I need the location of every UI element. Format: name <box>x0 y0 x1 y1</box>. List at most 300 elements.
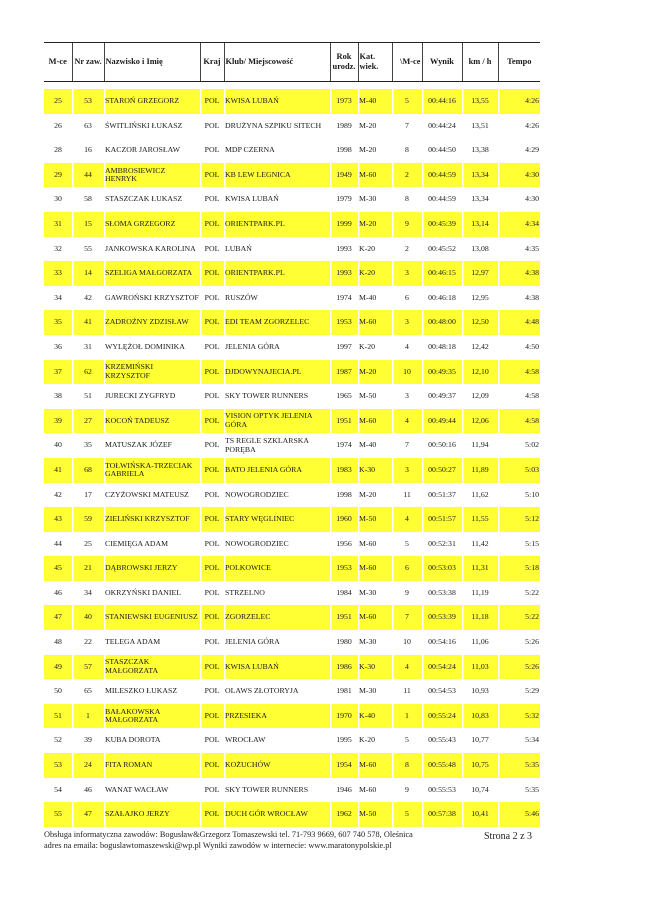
cell-country: POL <box>204 489 220 499</box>
cell-category-place: 3 <box>405 391 409 401</box>
cell-bib: 53 <box>72 89 104 114</box>
cell-speed: 12,06 <box>462 409 498 434</box>
cell-category-place: 3 <box>392 458 422 483</box>
cell-category: K-20 <box>359 243 376 253</box>
table-row <box>44 409 540 434</box>
cell-category: M-20 <box>358 360 392 385</box>
cell-result: 00:44:24 <box>428 120 456 130</box>
cell-name: GAWROŃSKI KRZYSZTOF <box>105 292 199 302</box>
cell-result: 00:49:44 <box>422 409 462 434</box>
table-row <box>44 630 540 655</box>
cell-place: 46 <box>54 587 62 597</box>
cell-name: STASZCZAK ŁUKASZ <box>105 194 183 204</box>
cell-year: 1999 <box>330 212 358 237</box>
cell-result: 00:44:50 <box>428 145 456 155</box>
cell-name: BAŁAKOWSKA MAŁGORZATA <box>104 704 200 729</box>
cell-category-place: 11 <box>403 686 411 696</box>
cell-pace: 4:38 <box>525 292 539 302</box>
cell-club: JELENIA GÓRA <box>225 341 280 351</box>
cell-name: TOŁWIŃSKA-TRZECIAK GABRIELA <box>104 458 200 483</box>
cell-pace: 4:38 <box>498 261 540 286</box>
cell-result: 00:44:59 <box>428 194 456 204</box>
cell-club: SKY TOWER RUNNERS <box>225 391 309 401</box>
table-row <box>44 802 540 827</box>
cell-place: 36 <box>54 341 62 351</box>
cell-speed: 11,18 <box>462 605 498 630</box>
cell-category-place: 6 <box>405 292 409 302</box>
cell-name: MATUSZAK JÓZEF <box>105 440 172 450</box>
table-header-row <box>44 43 540 82</box>
cell-club: KB LEW LEGNICA <box>224 163 330 188</box>
cell-bib: 16 <box>84 145 92 155</box>
cell-category-place: 5 <box>392 89 422 114</box>
cell-pace: 4:30 <box>525 194 539 204</box>
cell-place: 42 <box>54 489 62 499</box>
cell-speed: 12,09 <box>471 391 489 401</box>
cell-name: KUBA DOROTA <box>105 735 161 745</box>
table-row <box>44 483 540 508</box>
cell-bib: 41 <box>72 310 104 335</box>
cell-country: POL <box>200 507 224 532</box>
cell-category: M-40 <box>359 440 377 450</box>
cell-result: 00:53:39 <box>422 605 462 630</box>
cell-country: POL <box>204 391 220 401</box>
cell-speed: 13,14 <box>462 212 498 237</box>
cell-category: M-30 <box>359 686 377 696</box>
cell-category-place: 4 <box>392 507 422 532</box>
cell-place: 39 <box>44 409 72 434</box>
cell-bib: 21 <box>72 556 104 581</box>
cell-category-place: 5 <box>405 735 409 745</box>
cell-place: 41 <box>44 458 72 483</box>
cell-place: 53 <box>44 753 72 778</box>
cell-bib: 24 <box>72 753 104 778</box>
table-row <box>44 138 540 163</box>
cell-name: KOCOŃ TADEUSZ <box>104 409 200 434</box>
header-pace: Tempo <box>498 43 540 82</box>
cell-bib: 34 <box>84 587 92 597</box>
cell-result: 00:53:03 <box>422 556 462 581</box>
cell-bib: 35 <box>84 440 92 450</box>
cell-category: M-30 <box>359 194 377 204</box>
cell-category-place: 2 <box>392 163 422 188</box>
cell-place: 28 <box>54 145 62 155</box>
cell-country: POL <box>200 605 224 630</box>
cell-year: 1970 <box>330 704 358 729</box>
cell-speed: 12,97 <box>462 261 498 286</box>
cell-country: POL <box>204 735 220 745</box>
cell-country: POL <box>200 310 224 335</box>
cell-country: POL <box>200 655 224 680</box>
cell-speed: 13,55 <box>462 89 498 114</box>
cell-result: 00:45:52 <box>428 243 456 253</box>
cell-result: 00:55:43 <box>428 735 456 745</box>
cell-category-place: 4 <box>392 409 422 434</box>
cell-category-place: 7 <box>405 120 409 130</box>
cell-bib: 47 <box>72 802 104 827</box>
cell-category: M-60 <box>358 556 392 581</box>
cell-place: 38 <box>54 391 62 401</box>
cell-category: M-20 <box>359 120 377 130</box>
cell-year: 1965 <box>336 391 352 401</box>
cell-country: POL <box>204 120 220 130</box>
header-spacer <box>44 82 540 90</box>
cell-speed: 11,62 <box>471 489 489 499</box>
cell-category: M-20 <box>359 145 377 155</box>
cell-category-place: 10 <box>392 360 422 385</box>
cell-club: KWISA LUBAŃ <box>224 89 330 114</box>
cell-year: 1997 <box>336 341 352 351</box>
cell-name: STASZCZAK MAŁGORZATA <box>104 655 200 680</box>
cell-speed: 10,74 <box>471 784 489 794</box>
cell-place: 33 <box>44 261 72 286</box>
cell-category-place: 9 <box>405 587 409 597</box>
cell-club: POLKOWICE <box>224 556 330 581</box>
cell-pace: 4:58 <box>498 409 540 434</box>
cell-speed: 11,03 <box>462 655 498 680</box>
cell-category: M-60 <box>358 753 392 778</box>
cell-bib: 1 <box>72 704 104 729</box>
cell-place: 34 <box>54 292 62 302</box>
cell-name: SZAŁAJKO JERZY <box>104 802 200 827</box>
cell-year: 1951 <box>330 605 358 630</box>
cell-speed: 10,41 <box>462 802 498 827</box>
cell-category: M-20 <box>358 212 392 237</box>
cell-club: BATO JELENIA GÓRA <box>224 458 330 483</box>
cell-place: 52 <box>54 735 62 745</box>
cell-speed: 13,34 <box>471 194 489 204</box>
cell-country: POL <box>204 194 220 204</box>
cell-year: 1987 <box>330 360 358 385</box>
cell-bib: 68 <box>72 458 104 483</box>
cell-name: CIEMIĘGA ADAM <box>105 538 169 548</box>
cell-club: PRZESIEKA <box>224 704 330 729</box>
cell-category: K-20 <box>358 261 392 286</box>
cell-place: 50 <box>54 686 62 696</box>
cell-result: 00:55:53 <box>428 784 456 794</box>
header-category-place: \M-ce <box>392 43 422 82</box>
cell-country: POL <box>200 360 224 385</box>
cell-country: POL <box>200 89 224 114</box>
cell-result: 00:51:57 <box>422 507 462 532</box>
cell-pace: 5:35 <box>525 784 539 794</box>
cell-year: 1962 <box>330 802 358 827</box>
cell-bib: 63 <box>84 120 92 130</box>
cell-year: 1974 <box>336 440 352 450</box>
cell-result: 00:53:38 <box>428 587 456 597</box>
cell-bib: 62 <box>72 360 104 385</box>
cell-category-place: 6 <box>392 556 422 581</box>
cell-category: M-60 <box>359 538 377 548</box>
cell-result: 00:48:00 <box>422 310 462 335</box>
cell-country: POL <box>200 458 224 483</box>
cell-pace: 5:03 <box>498 458 540 483</box>
cell-category-place: 1 <box>392 704 422 729</box>
table-row <box>44 458 540 483</box>
cell-category-place: 9 <box>405 784 409 794</box>
cell-result: 00:49:37 <box>428 391 456 401</box>
table-row <box>44 507 540 532</box>
cell-speed: 12,95 <box>471 292 489 302</box>
table-row <box>44 114 540 139</box>
cell-category: M-20 <box>359 489 377 499</box>
cell-pace: 5:29 <box>525 686 539 696</box>
footer-line-1: Obsługa informatyczna zawodów: Bogusław&Grzegorz Tomaszewski tel. 71-793 9669, 607 740 578, Oleśnica <box>44 830 413 839</box>
cell-result: 00:45:39 <box>422 212 462 237</box>
cell-year: 1954 <box>330 753 358 778</box>
cell-name: ZIELIŃSKI KRZYSZTOF <box>104 507 200 532</box>
footer <box>44 829 464 851</box>
cell-place: 29 <box>44 163 72 188</box>
cell-club: ORIENTPARK.PL <box>224 261 330 286</box>
cell-year: 1980 <box>336 637 352 647</box>
table-row <box>44 655 540 680</box>
cell-name: DĄBROWSKI JERZY <box>104 556 200 581</box>
cell-category-place: 2 <box>405 243 409 253</box>
cell-category: M-60 <box>358 310 392 335</box>
cell-country: POL <box>200 802 224 827</box>
cell-place: 26 <box>54 120 62 130</box>
cell-category-place: 7 <box>405 440 409 450</box>
table-row <box>44 532 540 557</box>
cell-country: POL <box>204 587 220 597</box>
cell-country: POL <box>200 753 224 778</box>
cell-name: KRZEMIŃSKI KRZYSZTOF <box>104 360 200 385</box>
cell-club: KOŻUCHÓW <box>224 753 330 778</box>
cell-category: M-40 <box>358 89 392 114</box>
cell-country: POL <box>204 784 220 794</box>
cell-pace: 4:35 <box>525 243 539 253</box>
cell-speed: 12,10 <box>462 360 498 385</box>
cell-pace: 5:10 <box>525 489 539 499</box>
cell-club: STRZELNO <box>225 587 265 597</box>
table-row <box>44 605 540 630</box>
cell-country: POL <box>200 556 224 581</box>
cell-category-place: 4 <box>405 341 409 351</box>
table-row <box>44 679 540 704</box>
cell-year: 1946 <box>336 784 352 794</box>
cell-place: 54 <box>54 784 62 794</box>
cell-pace: 5:26 <box>498 655 540 680</box>
cell-result: 00:52:31 <box>428 538 456 548</box>
cell-speed: 10,93 <box>471 686 489 696</box>
cell-result: 00:46:15 <box>422 261 462 286</box>
cell-category: K-30 <box>358 655 392 680</box>
cell-name: OKRZYŃSKI DANIEL <box>105 587 182 597</box>
header-year: Rok urodz. <box>330 43 358 82</box>
cell-bib: 65 <box>84 686 92 696</box>
cell-pace: 4:50 <box>525 341 539 351</box>
cell-category: M-60 <box>358 605 392 630</box>
cell-club: KWISA LUBAŃ <box>224 655 330 680</box>
table-row <box>44 433 540 458</box>
cell-place: 45 <box>44 556 72 581</box>
cell-year: 1953 <box>330 310 358 335</box>
cell-speed: 11,89 <box>462 458 498 483</box>
cell-place: 49 <box>44 655 72 680</box>
cell-year: 1993 <box>330 261 358 286</box>
cell-pace: 5:32 <box>498 704 540 729</box>
cell-category-place: 8 <box>392 753 422 778</box>
table-row <box>44 360 540 385</box>
page-number: Strona 2 z 3 <box>484 831 533 842</box>
cell-year: 1984 <box>336 587 352 597</box>
cell-place: 35 <box>44 310 72 335</box>
cell-club: JELENIA GÓRA <box>225 637 280 647</box>
table-row <box>44 335 540 360</box>
cell-place: 31 <box>44 212 72 237</box>
cell-bib: 39 <box>84 735 92 745</box>
cell-result: 00:54:16 <box>428 637 456 647</box>
cell-club: VISION OPTYK JELENIA GÓRA <box>224 409 330 434</box>
cell-bib: 25 <box>84 538 92 548</box>
cell-country: POL <box>204 686 220 696</box>
cell-name: ŚWITLIŃSKI ŁUKASZ <box>105 120 183 130</box>
cell-category: M-60 <box>358 163 392 188</box>
cell-result: 00:48:18 <box>428 341 456 351</box>
cell-year: 1979 <box>336 194 352 204</box>
cell-speed: 13,34 <box>462 163 498 188</box>
header-speed: km / h <box>462 43 498 82</box>
cell-category-place: 8 <box>405 194 409 204</box>
cell-year: 1993 <box>336 243 352 253</box>
cell-country: POL <box>204 243 220 253</box>
cell-name: WYLĘŻOŁ DOMINIKA <box>105 341 185 351</box>
cell-category: M-30 <box>359 637 377 647</box>
cell-speed: 10,77 <box>471 735 489 745</box>
cell-pace: 5:02 <box>525 440 539 450</box>
cell-speed: 10,83 <box>462 704 498 729</box>
cell-name: AMBROSIEWICZ HENRYK <box>104 163 200 188</box>
table-row <box>44 753 540 778</box>
cell-pace: 4:30 <box>498 163 540 188</box>
cell-category: M-40 <box>359 292 377 302</box>
cell-category: M-60 <box>358 409 392 434</box>
cell-pace: 4:26 <box>525 120 539 130</box>
cell-year: 1973 <box>330 89 358 114</box>
cell-country: POL <box>204 292 220 302</box>
cell-result: 00:50:27 <box>422 458 462 483</box>
table-row <box>44 728 540 753</box>
cell-speed: 11,55 <box>462 507 498 532</box>
cell-category: K-30 <box>358 458 392 483</box>
header-result: Wynik <box>422 43 462 82</box>
cell-club: SKY TOWER RUNNERS <box>225 784 309 794</box>
cell-pace: 4:58 <box>525 391 539 401</box>
cell-pace: 5:26 <box>525 637 539 647</box>
cell-pace: 5:34 <box>525 735 539 745</box>
cell-club: DRUŻYNA SZPIKU SITECH <box>225 120 322 130</box>
cell-pace: 5:15 <box>525 538 539 548</box>
cell-pace: 4:29 <box>525 145 539 155</box>
cell-name: FITA ROMAN <box>104 753 200 778</box>
cell-bib: 40 <box>72 605 104 630</box>
cell-pace: 4:58 <box>498 360 540 385</box>
cell-club: MDP CZERNA <box>225 145 275 155</box>
cell-result: 00:46:18 <box>428 292 456 302</box>
cell-club: DUCH GÓR WROCŁAW <box>224 802 330 827</box>
cell-place: 37 <box>44 360 72 385</box>
cell-bib: 58 <box>84 194 92 204</box>
cell-country: POL <box>204 538 220 548</box>
cell-category-place: 8 <box>405 145 409 155</box>
cell-speed: 11,31 <box>462 556 498 581</box>
table-row <box>44 581 540 606</box>
cell-category-place: 3 <box>392 310 422 335</box>
cell-category-place: 10 <box>403 637 411 647</box>
cell-club: WROCŁAW <box>225 735 266 745</box>
cell-result: 00:57:38 <box>422 802 462 827</box>
cell-speed: 13,38 <box>471 145 489 155</box>
cell-club: RUSZÓW <box>225 292 258 302</box>
cell-club: EDI TEAM ZGORZELEC <box>224 310 330 335</box>
cell-bib: 44 <box>72 163 104 188</box>
cell-speed: 11,06 <box>471 637 489 647</box>
cell-bib: 15 <box>72 212 104 237</box>
table-row <box>44 261 540 286</box>
cell-country: POL <box>200 409 224 434</box>
cell-year: 1949 <box>330 163 358 188</box>
cell-result: 00:55:24 <box>422 704 462 729</box>
cell-club: STARY WĘGLINIEC <box>224 507 330 532</box>
table-row <box>44 163 540 188</box>
cell-name: JANKOWSKA KAROLINA <box>105 243 196 253</box>
footer-line-2: adres na emaila: boguslawtomaszewski@wp.pl Wyniki zawodów w internecie: www.maratonypolskie.pl <box>44 841 392 851</box>
cell-category-place: 5 <box>405 538 409 548</box>
cell-pace: 4:48 <box>498 310 540 335</box>
cell-year: 1974 <box>336 292 352 302</box>
cell-category: K-20 <box>359 341 376 351</box>
cell-speed: 10,75 <box>462 753 498 778</box>
cell-category-place: 7 <box>392 605 422 630</box>
cell-club: LUBAŃ <box>225 243 252 253</box>
cell-name: KACZOR JAROSŁAW <box>105 145 180 155</box>
cell-name: ZADROŻNY ZDZISŁAW <box>104 310 200 335</box>
cell-place: 25 <box>44 89 72 114</box>
cell-result: 00:54:24 <box>422 655 462 680</box>
cell-category: M-60 <box>359 784 377 794</box>
cell-place: 55 <box>44 802 72 827</box>
cell-name: STANIEWSKI EUGENIUSZ <box>104 605 200 630</box>
cell-place: 32 <box>54 243 62 253</box>
cell-speed: 12,50 <box>462 310 498 335</box>
results-body <box>44 82 540 827</box>
cell-speed: 11,94 <box>471 440 489 450</box>
table-row <box>44 778 540 803</box>
cell-bib: 51 <box>84 391 92 401</box>
table-row <box>44 310 540 335</box>
cell-club: NOWOGRODZIEC <box>225 538 289 548</box>
cell-name: SZELIGA MAŁGORZATA <box>104 261 200 286</box>
cell-year: 1981 <box>336 686 352 696</box>
cell-bib: 55 <box>84 243 92 253</box>
header-club: Klub/ Miejscowość <box>224 43 330 82</box>
cell-bib: 27 <box>72 409 104 434</box>
cell-bib: 57 <box>72 655 104 680</box>
cell-club: ZGORZELEC <box>224 605 330 630</box>
cell-speed: 11,19 <box>471 587 489 597</box>
cell-club: DJDOWYNAJECIA.PL <box>224 360 330 385</box>
cell-bib: 14 <box>72 261 104 286</box>
cell-pace: 4:26 <box>498 89 540 114</box>
cell-pace: 5:22 <box>498 605 540 630</box>
cell-year: 1951 <box>330 409 358 434</box>
cell-name: MILESZKO ŁUKASZ <box>105 686 178 696</box>
table-row <box>44 89 540 114</box>
table-row <box>44 704 540 729</box>
cell-country: POL <box>204 637 220 647</box>
cell-name: SŁOMA GRZEGORZ <box>104 212 200 237</box>
